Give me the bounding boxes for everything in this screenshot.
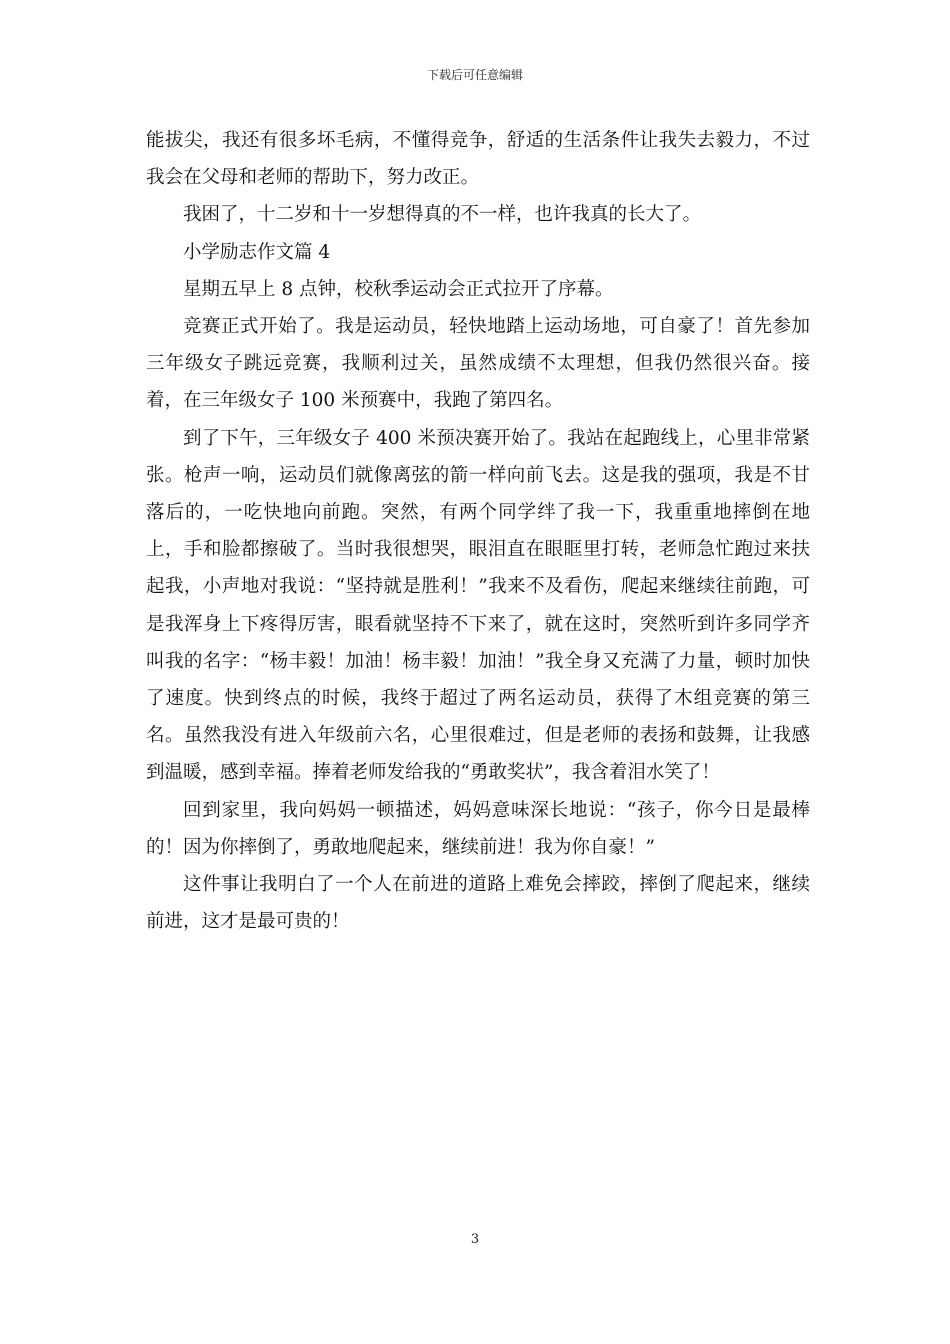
paragraph: 到了下午，三年级女子 400 米预决赛开始了。我站在起跑线上，心里非常紧张。枪声一响，运动员们就像离弦的箭一样向前飞去。这是我的强项，我是不甘落后的，一吃快地向前跑。突然，有两个同学绊了我一下，我重重地摔倒在地上，手和脸都擦破了。当时我很想哭，眼泪直在眼眶里打转，老师急忙跑过来扶起我，小声地对我说：“坚持就是胜利！”我来不及看伤，爬起来继续往前跑，可是我浑身上下疼得厉害，眼看就坚持不下来了，就在这时，突然听到许多同学齐叫我的名字：“杨丰毅！加油！杨丰毅！加油！”我全身又充满了力量，顿时加快了速度。快到终点的时候，我终于超过了两名运动员，获得了木组竞赛的第三名。虽然我没有进入年级前六名，心里很难过，但是老师的表扬和鼓舞，让我感到温暖，感到幸福。捧着老师发给我的“勇敢奖状”，我含着泪水笑了！	[146, 427, 810, 784]
page-header: 下载后可任意编辑	[426, 68, 523, 82]
paragraph: 竞赛正式开始了。我是运动员，轻快地踏上运动场地，可自豪了！首先参加三年级女子跳远竞赛，我顺利过关，虽然成绩不太理想，但我仍然很兴奋。接着，在三年级女子 100 米预赛中，我跑了第四名。	[146, 316, 810, 412]
paragraph: 星期五早上 8 点钟，校秋季运动会正式拉开了序幕。	[183, 278, 614, 300]
document-body	[146, 122, 810, 940]
paragraph-continuation: 能拔尖，我还有很多坏毛病，不懂得竞争，舒适的生活条件让我失去毅力，不过我会在父母和老师的帮助下，努力改正。	[146, 130, 810, 189]
paragraph: 我困了，十二岁和十一岁想得真的不一样，也许我真的长大了。	[183, 204, 702, 226]
paragraph: 这件事让我明白了一个人在前进的道路上难免会摔跤，摔倒了爬起来，继续前进，这才是最可贵的！	[146, 874, 810, 933]
paragraph: 回到家里，我向妈妈一顿描述，妈妈意味深长地说：“孩子，你今日是最棒的！因为你摔倒了，勇敢地爬起来，继续前进！我为你自豪！”	[146, 799, 810, 858]
page-number: 3	[470, 1232, 480, 1247]
section-title: 小学励志作文篇 4	[183, 241, 331, 263]
